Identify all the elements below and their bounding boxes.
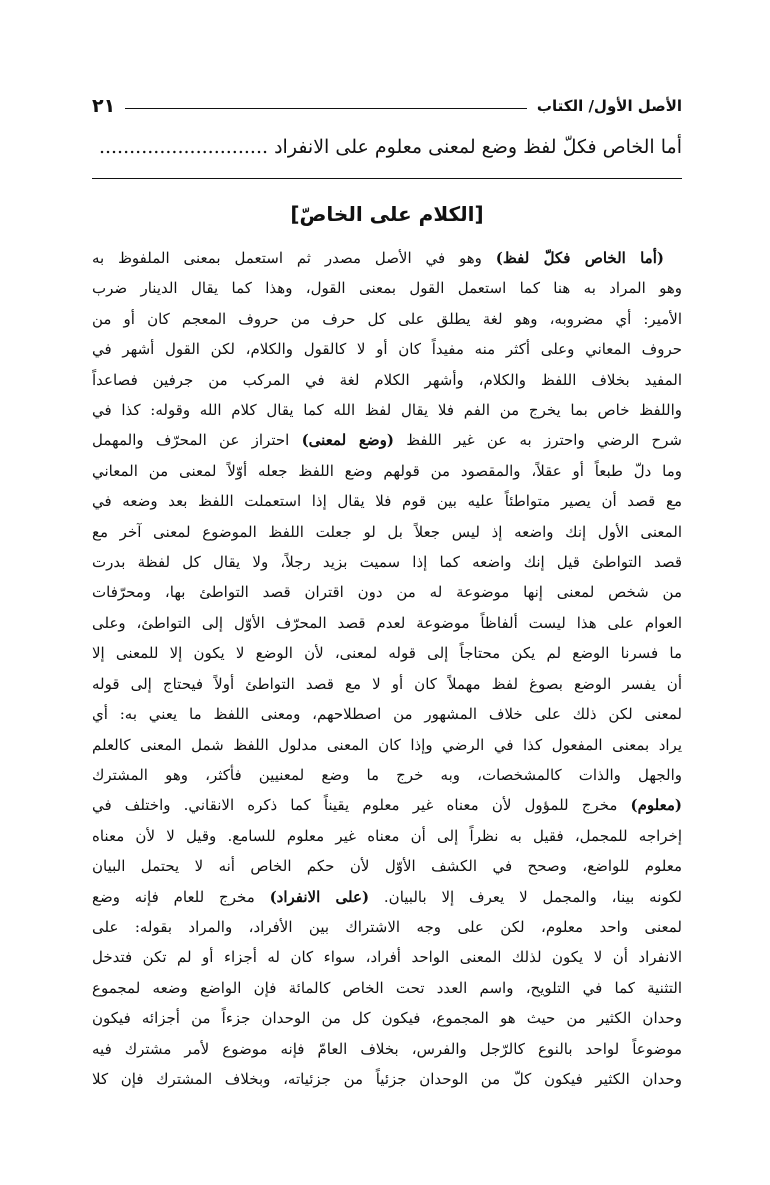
commentary-line: وما دلّ طبعاً أو عقلاً، والمقصود من قولهم وضع اللفظ جعله أوّلاً لمعنى من المعاني <box>92 461 682 480</box>
commentary-line: وحدان الكثير فيكون كلّ من الوحدان جزئياً من جزئياته، وبخلاف المشترك فإن كلا <box>92 1069 682 1088</box>
line-text: وهو في الأصل مصدر ثم استعمل بمعنى الملفوظ به <box>92 249 496 267</box>
commentary-line: من شخص لمعنى إنها موضوعة له من دون اقتران قصد التواطئ بها، ومحرّفات <box>92 583 682 602</box>
commentary-line: المفيد بخلاف اللفظ والكلام، وأشهر الكلام لغة في المركب من جرفين فصاعداً <box>92 370 682 389</box>
matn-statement: أما الخاص فكلّ لفظ وضع لمعنى معلوم على الانفراد <box>274 136 682 158</box>
commentary-line: الانفراد أن لا يكون لذلك المعنى الواحد أفراد، سواء كان له أجزاء أو لم تكن فتدخل <box>92 948 682 967</box>
matn-text <box>92 130 682 164</box>
commentary-line: أن يفسر الوضع بصوغ لفظ مهملاً كان أو لا مع قصد التواطئ أولاً فيحتاج إلى قوله <box>92 674 682 693</box>
commentary-line: وهو المراد به هنا كما استعمل القول بمعنى القول، وهذا كما يقال الدينار ضرب <box>92 279 682 298</box>
quoted-term: (على الانفراد) <box>269 887 370 906</box>
matn-dots: ............................ <box>98 136 269 158</box>
matn-separator <box>92 178 682 179</box>
line-text: لكونه بينا، والمجمل لا يعرف إلا بالبيان. <box>369 887 682 906</box>
commentary-line: الأمير: أي مضروبه، وهو لغة يطلق على كل حرف من حروف المعجم كان أو من <box>92 309 682 328</box>
commentary-line <box>92 425 682 455</box>
commentary-line: حروف المعاني وعلى أكثر منه مفيداً كان أو لا كالقول والكلام، لكن القول أشهر في <box>92 340 682 359</box>
running-header <box>92 92 682 120</box>
commentary-line: المعنى الأول إنك واضعه إذ ليس جعلاً بل لو جعلت اللفظ الموضوع لمعنى آخر مع <box>92 522 682 541</box>
line-text: شرح الرضي واحترز به عن غير اللفظ <box>393 431 682 450</box>
commentary-line: واللفظ خاص بما يخرج من الفم فلا يقال لفظ الله كما يقال كلام الله وقوله: كذا في <box>92 401 682 420</box>
commentary-line: ما فسرنا الوضع لم يكن محتاجاً إلى قوله لمعنى، لأن الوضع لا يكون إلا للمعنى إلا <box>92 644 682 663</box>
commentary-body <box>92 243 682 1094</box>
section-heading: [الكلام على الخاصّ] <box>290 202 484 226</box>
commentary-line <box>92 243 682 273</box>
commentary-line: والجهل والذات كالمشخصات، وبه خرج ما وضع لمعنيين فأكثر، وهو المشترك <box>92 765 682 784</box>
commentary-line: لمعنى واحد معلوم، لكن على وجه الاشتراك بين الأفراد، والمراد بقوله: على <box>92 917 682 936</box>
running-title: الأصل الأول/ الكتاب <box>536 97 682 115</box>
commentary-line: لمعنى لكن ذلك على خلاف المشهور من اصطلاحهم، ومعنى اللفظ ما يعني به: أي <box>92 705 682 724</box>
quoted-term: (أما الخاص فكلّ لفظ) <box>495 249 664 267</box>
commentary-line <box>92 790 682 820</box>
commentary-line: قصد التواطئ قيل إنك واضعه كما إذا سميت بزيد رجلاً، ولا يقال كل لفظة بدرت <box>92 553 682 572</box>
quoted-term: (معلوم) <box>630 796 682 815</box>
commentary-line: إخراجه للمجمل، فقيل به نظراً إلى أن معناه غير معلوم للسامع. وقيل لا لأن معناه <box>92 826 682 845</box>
line-text: مخرج للعام فإنه وضع <box>92 887 270 906</box>
line-text: احتراز عن المحرّف والمهمل <box>92 431 302 450</box>
commentary-line: التثنية كما في التلويح، واسم العدد تحت الخاص كالمائة فإن الواضع وضعه لمجموع <box>92 978 682 997</box>
quoted-term: (وضع لمعنى) <box>301 431 394 450</box>
page-number: ٢١ <box>92 95 116 117</box>
commentary-line: معلوم للواضع، وصحح في الكشف الأوّل لأن حكم الخاص أنه لا يحتمل البيان <box>92 857 682 876</box>
commentary-line <box>92 882 682 912</box>
commentary-line: مع قصد أن يصير متواطئاً عليه بين قوم فلا يقال إذا استعملت اللفظ بعد وضعه في <box>92 492 682 511</box>
header-rule <box>125 108 527 109</box>
commentary-line: وحدان الكثير من حيث هو المجموع، فيكون كل من الوحدان جزءاً من أجزائه فيكون <box>92 1009 682 1028</box>
commentary-line: موضوعاً لواحد بالنوع كالرّجل والفرس، بخلاف العامّ فإنه موضوع لأمر مشترك فيه <box>92 1039 682 1058</box>
line-text: مخرج للمؤول لأن معناه غير معلوم يقيناً كما ذكره الانقاني. واختلف في <box>92 796 631 815</box>
commentary-line: يراد بمعنى المفعول كذا في الرضي وإذا كان المعنى مدلول اللفظ شمل المعنى كالعلم <box>92 735 682 754</box>
commentary-line: العوام على هذا ليست ألفاظاً موضوعة لعدم قصد المحرّف الأوّل إلى التواطئ، وعلى <box>92 613 682 632</box>
